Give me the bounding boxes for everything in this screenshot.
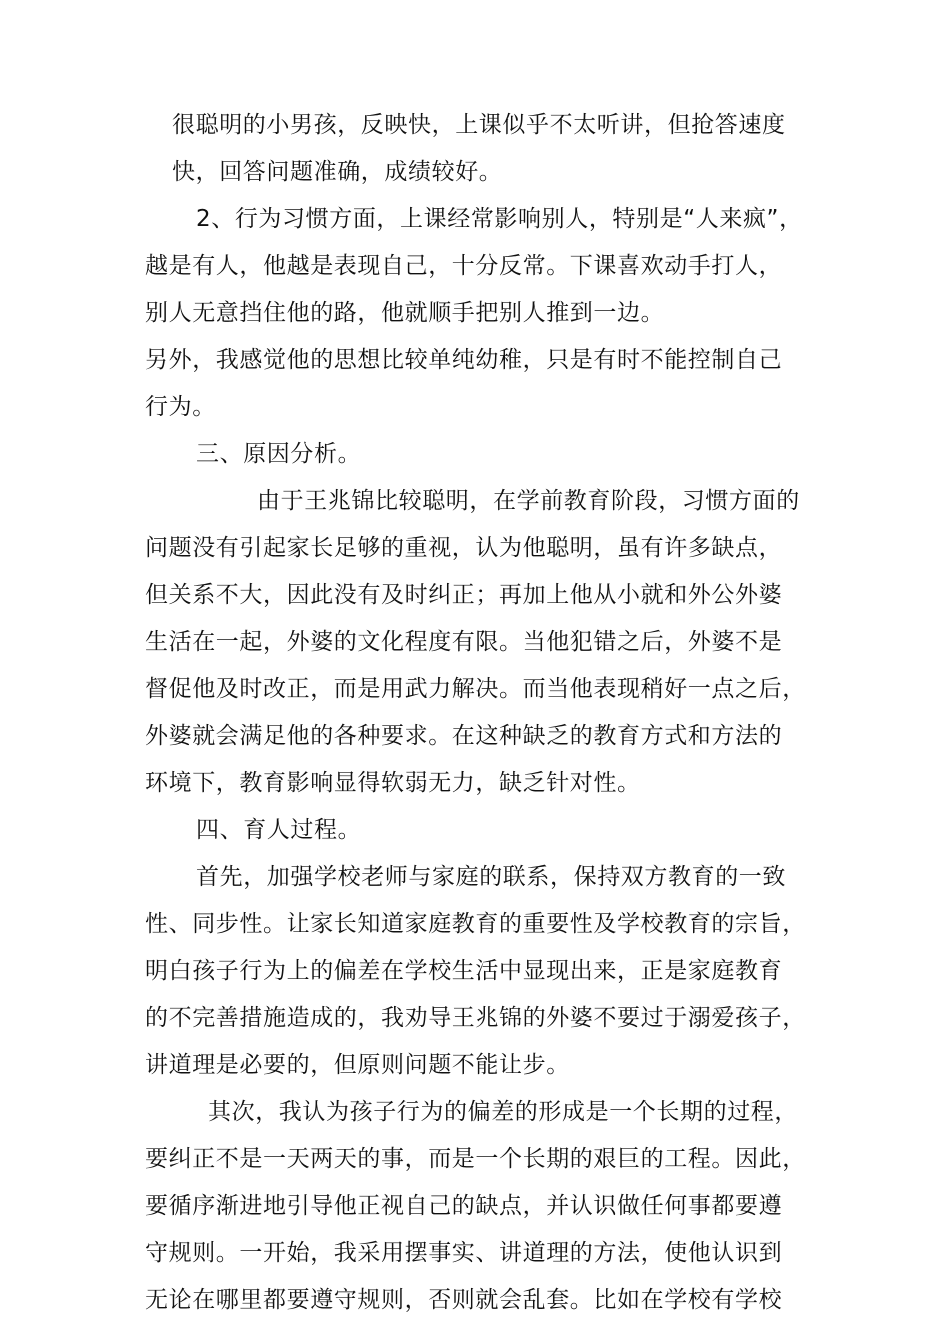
text-line: 问题没有引起家长足够的重视，认为他聪明，虽有许多缺点，: [145, 535, 783, 561]
text-line: 生活在一起，外婆的文化程度有限。当他犯错之后，外婆不是: [145, 629, 783, 655]
text-line: 别人无意挡住他的路，他就顺手把别人推到一边。: [145, 300, 665, 326]
text-line: 行为。: [145, 394, 216, 420]
text-line: 由于王兆锦比较聪明，在学前教育阶段，习惯方面的: [257, 488, 800, 514]
text-line: 越是有人，他越是表现自己，十分反常。下课喜欢动手打人，: [145, 253, 783, 279]
text-line: 2、行为习惯方面，上课经常影响别人，特别是“人来疯”，: [196, 206, 803, 232]
text-line: 其次，我认为孩子行为的偏差的形成是一个长期的过程，: [208, 1099, 798, 1125]
section-heading: 三、原因分析。: [196, 441, 362, 467]
text-line: 快，回答问题准确，成绩较好。: [172, 159, 503, 185]
text-line: 首先，加强学校老师与家庭的联系，保持双方教育的一致: [196, 864, 786, 890]
text-line: 守规则。一开始，我采用摆事实、讲道理的方法，使他认识到: [145, 1240, 783, 1266]
text-line: 环境下，教育影响显得软弱无力，缺乏针对性。: [145, 770, 641, 796]
text-line: 性、同步性。让家长知道家庭教育的重要性及学校教育的宗旨，: [145, 911, 806, 937]
text-line: 另外，我感觉他的思想比较单纯幼稚，只是有时不能控制自己: [145, 347, 783, 373]
text-line: 要纠正不是一天两天的事，而是一个长期的艰巨的工程。因此，: [145, 1146, 806, 1172]
text-line: 明白孩子行为上的偏差在学校生活中显现出来，正是家庭教育: [145, 958, 783, 984]
text-line: 督促他及时改正，而是用武力解决。而当他表现稍好一点之后，: [145, 676, 806, 702]
text-line: 很聪明的小男孩，反映快，上课似乎不太听讲，但抢答速度: [172, 112, 786, 138]
text-line: 但关系不大，因此没有及时纠正；再加上他从小就和外公外婆: [145, 582, 783, 608]
text-line: 的不完善措施造成的，我劝导王兆锦的外婆不要过于溺爱孩子，: [145, 1005, 806, 1031]
text-line: 要循序渐进地引导他正视自己的缺点，并认识做任何事都要遵: [145, 1193, 783, 1219]
text-line: 无论在哪里都要遵守规则，否则就会乱套。比如在学校有学校: [145, 1287, 783, 1313]
section-heading: 四、育人过程。: [196, 817, 362, 843]
text-line: 外婆就会满足他的各种要求。在这种缺乏的教育方式和方法的: [145, 723, 783, 749]
text-line: 讲道理是必要的，但原则问题不能让步。: [145, 1052, 570, 1078]
